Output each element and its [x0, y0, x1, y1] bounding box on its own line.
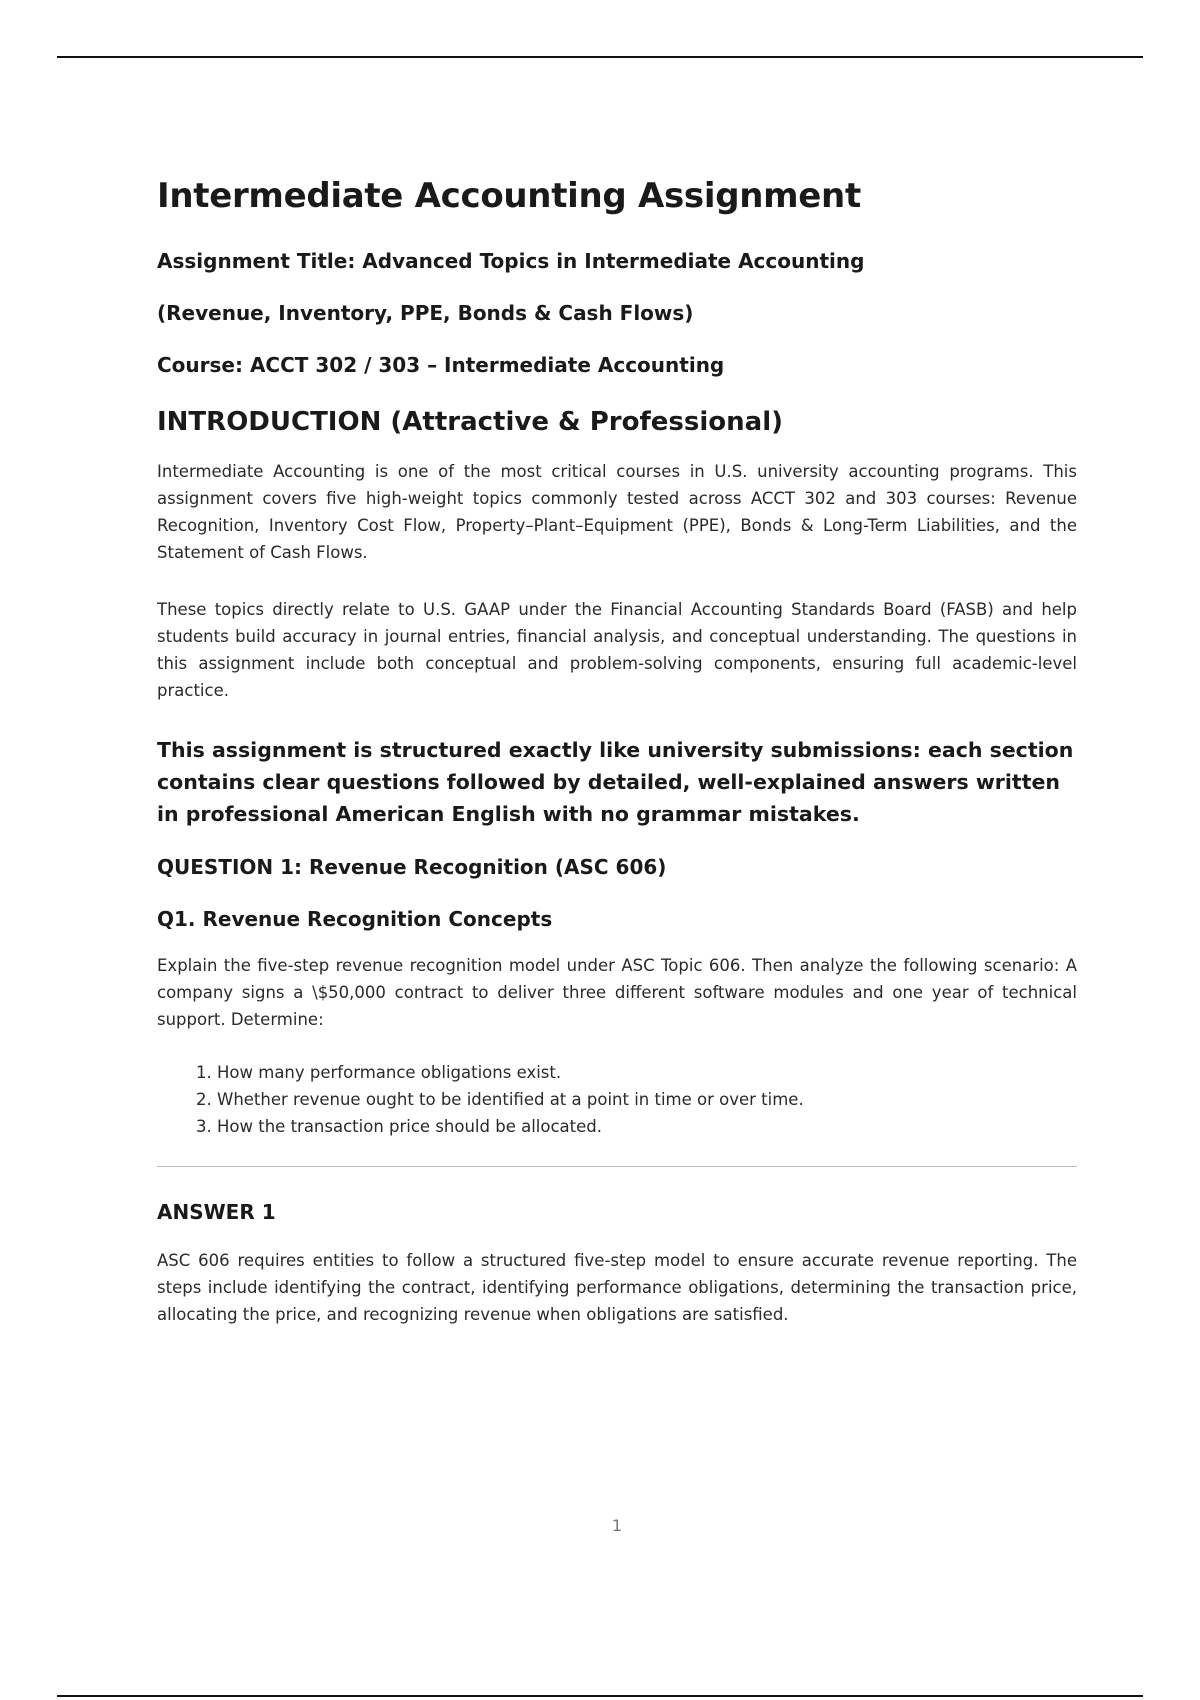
question-1-heading: QUESTION 1: Revenue Recognition (ASC 606) — [157, 855, 667, 879]
topics-line: (Revenue, Inventory, PPE, Bonds & Cash Flows) — [157, 301, 694, 325]
question-1-list — [157, 1059, 1077, 1140]
question-1-subheading: Q1. Revenue Recognition Concepts — [157, 907, 553, 931]
list-item: 3. How the transaction price should be allocated. — [217, 1113, 1077, 1140]
document-title: Intermediate Accounting Assignment — [157, 176, 861, 216]
introduction-paragraph-2: These topics directly relate to U.S. GAAP under the Financial Accounting Standards Board (FASB) and help students build accuracy in journal entries, financial analysis, and conceptual understanding. The questions in this assignment include both conceptual and problem-solving components, ensuring full academic-level practice. — [157, 600, 1077, 700]
bottom-rule — [57, 1695, 1143, 1697]
assignment-title: Assignment Title: Advanced Topics in Intermediate Accounting — [157, 249, 865, 273]
list-item: 2. Whether revenue ought to be identified at a point in time or over time. — [217, 1086, 1077, 1113]
introduction-emphasis: This assignment is structured exactly like university submissions: each section contains clear questions followed by detailed, well-explained answers written in professional American English with no grammar mistakes. — [157, 738, 1074, 826]
list-item: 1. How many performance obligations exist. — [217, 1059, 1077, 1086]
question-1-prompt: Explain the five-step revenue recognition model under ASC Topic 606. Then analyze the following scenario: A company signs a \$50,000 contract to deliver three different software modules and one year of technical support. Determine: — [157, 956, 1077, 1029]
course-line: Course: ACCT 302 / 303 – Intermediate Accounting — [157, 353, 725, 377]
introduction-heading: INTRODUCTION (Attractive & Professional) — [157, 407, 783, 437]
section-divider — [157, 1166, 1077, 1167]
answer-1-heading: ANSWER 1 — [157, 1200, 276, 1224]
introduction-paragraph-1: Intermediate Accounting is one of the most critical courses in U.S. university accounting programs. This assignment covers five high-weight topics commonly tested across ACCT 302 and 303 courses: Revenue Recognition, Inventory Cost Flow, Property–Plant–Equipment (PPE), Bonds & Long-Term Liabilities, and the Statement of Cash Flows. — [157, 462, 1077, 562]
top-rule — [57, 56, 1143, 58]
page-content — [157, 172, 1077, 1358]
answer-1-text: ASC 606 requires entities to follow a structured five-step model to ensure accurate revenue reporting. The steps include identifying the contract, identifying performance obligations, determining the transaction price, allocating the price, and recognizing revenue when obligations are satisfied. — [157, 1251, 1077, 1324]
page-number: 1 — [611, 1516, 623, 1535]
